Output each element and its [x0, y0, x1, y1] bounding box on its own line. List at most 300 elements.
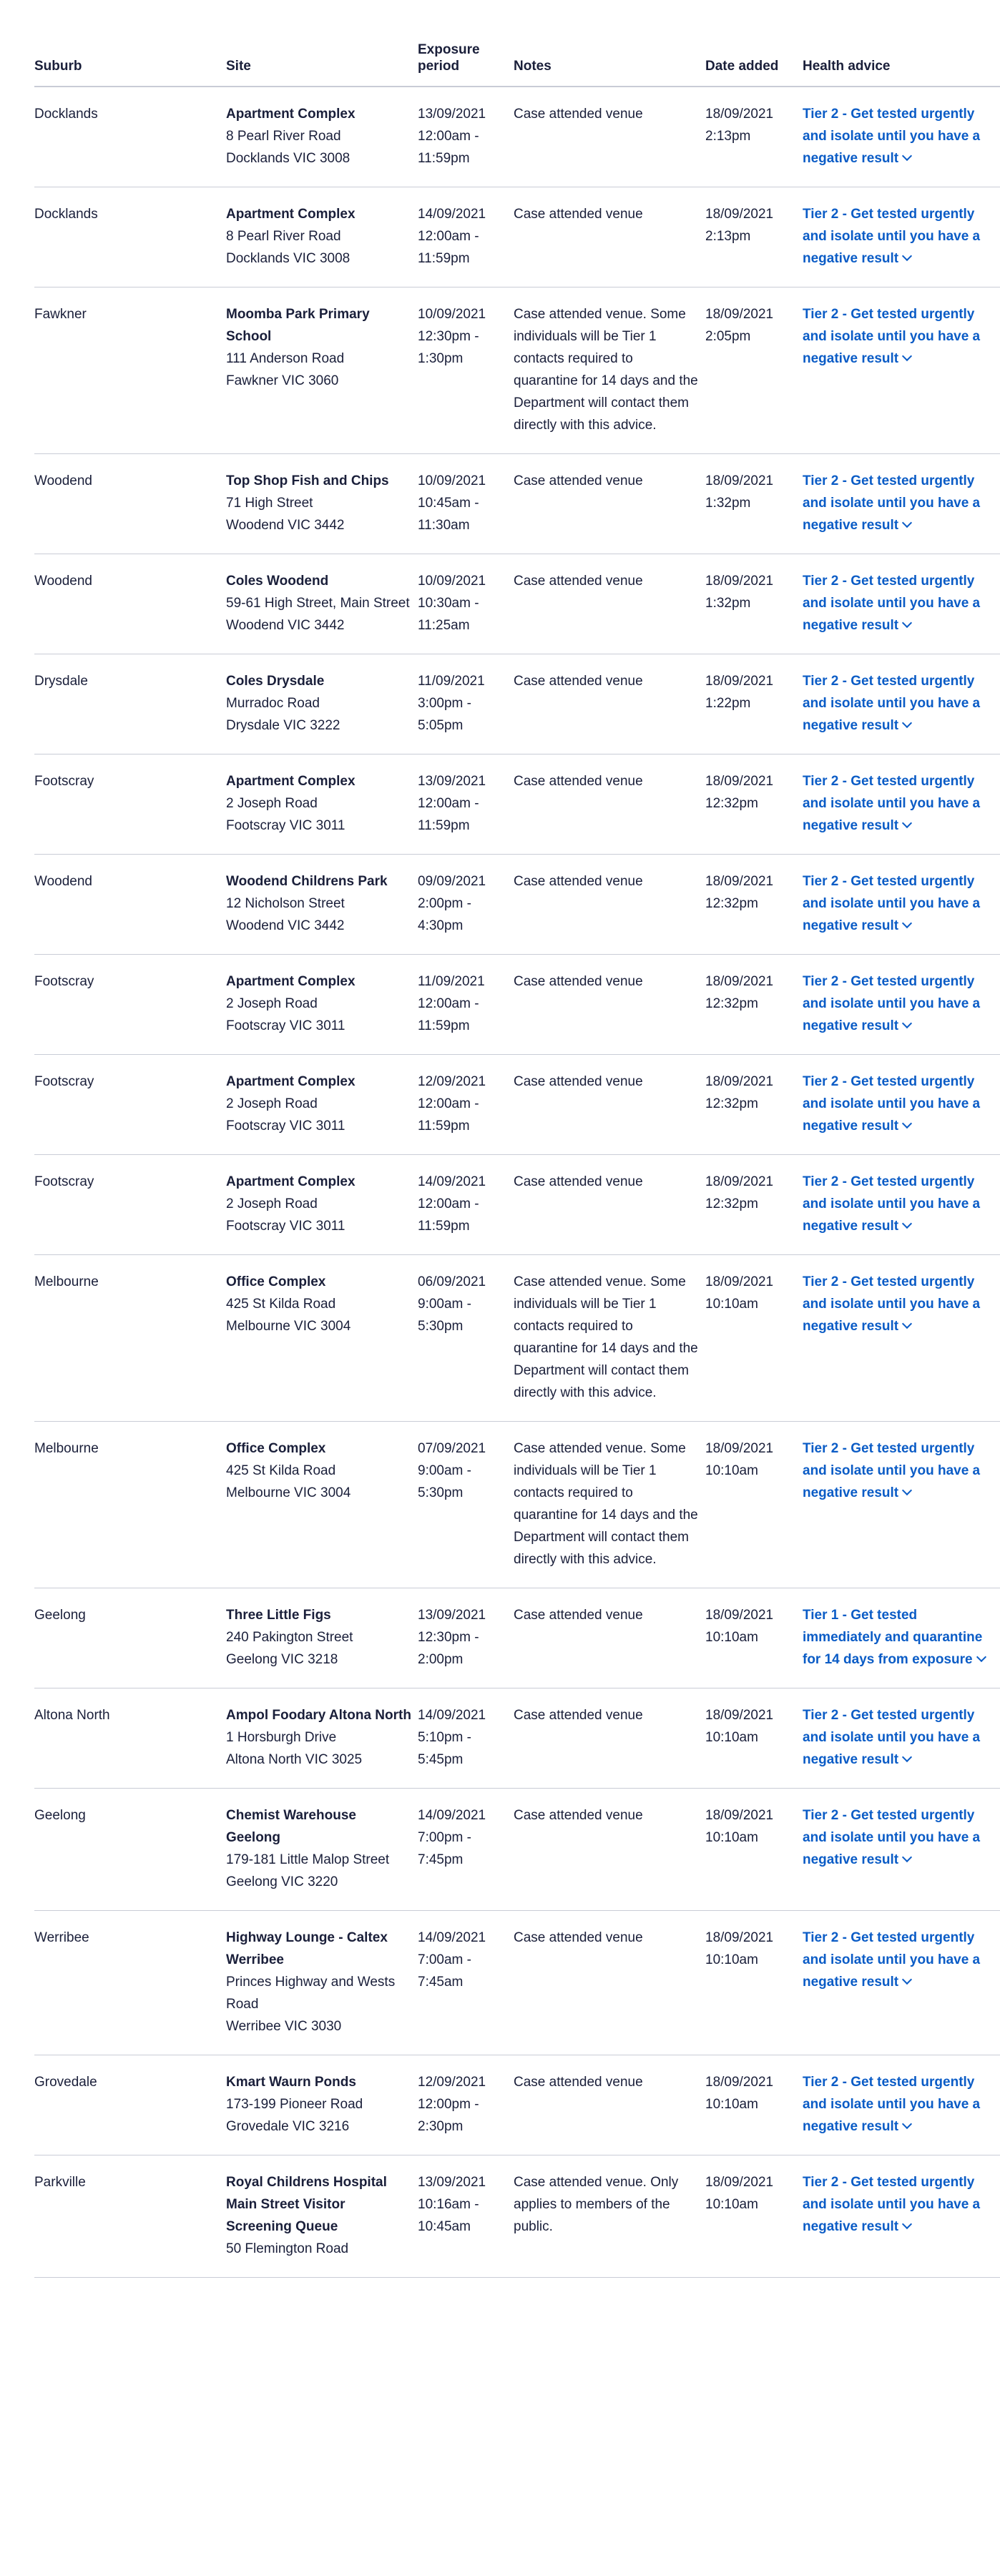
exposure-period-line: 11:59pm — [418, 1018, 470, 1033]
exposure-period-line: 11:59pm — [418, 818, 470, 833]
site-cell — [226, 955, 418, 1055]
exposure-period-line: 9:00am - — [418, 1463, 471, 1478]
suburb-cell: Woodend — [34, 855, 226, 955]
header-health-advice: Health advice — [803, 29, 1000, 87]
exposure-period-line: 12:30pm - — [418, 329, 479, 344]
exposure-period-cell — [418, 1055, 514, 1155]
site-address-line: Geelong VIC 3220 — [226, 1874, 338, 1889]
site-name: Woodend Childrens Park — [226, 874, 388, 889]
date-added-line: 10:10am — [705, 1730, 758, 1745]
notes-cell: Case attended venue — [514, 1155, 705, 1255]
exposure-period-line: 14/09/2021 — [418, 1808, 486, 1823]
exposure-period-line: 12:00am - — [418, 1096, 479, 1111]
notes-cell: Case attended venue — [514, 187, 705, 287]
date-added-cell — [705, 654, 803, 754]
health-advice-cell — [803, 454, 1000, 554]
table-row — [34, 1911, 1000, 2055]
date-added-line: 18/09/2021 — [705, 1930, 774, 1945]
chevron-down-icon[interactable] — [902, 1219, 912, 1229]
site-cell — [226, 1911, 418, 2055]
site-name: Chemist Warehouse Geelong — [226, 1808, 356, 1845]
date-added-line: 18/09/2021 — [705, 1274, 774, 1289]
suburb-cell: Footscray — [34, 1055, 226, 1155]
header-notes: Notes — [514, 29, 705, 87]
site-address-line: 111 Anderson Road — [226, 351, 345, 366]
notes-cell: Case attended venue — [514, 1055, 705, 1155]
site-address-line: Drysdale VIC 3222 — [226, 718, 340, 733]
site-address-line: Docklands VIC 3008 — [226, 151, 351, 166]
date-added-cell — [705, 454, 803, 554]
health-advice-toggle[interactable] — [803, 1441, 980, 1500]
suburb-cell: Grovedale — [34, 2055, 226, 2155]
chevron-down-icon[interactable] — [902, 1018, 912, 1028]
site-cell — [226, 1422, 418, 1588]
site-cell — [226, 1789, 418, 1911]
date-added-cell — [705, 1255, 803, 1422]
exposure-period-line: 14/09/2021 — [418, 207, 486, 222]
health-advice-text: Tier 2 - Get tested urgently and isolate until you have a negative result — [803, 574, 981, 633]
site-cell — [226, 1255, 418, 1422]
suburb-cell: Drysdale — [34, 654, 226, 754]
chevron-down-icon[interactable] — [902, 2119, 912, 2129]
site-address-line: 8 Pearl River Road — [226, 129, 341, 144]
health-advice-toggle[interactable] — [803, 1808, 980, 1867]
health-advice-toggle[interactable] — [803, 674, 980, 733]
chevron-down-icon[interactable] — [902, 151, 912, 161]
chevron-down-icon[interactable] — [902, 1752, 912, 1762]
site-address-line: 179-181 Little Malop Street — [226, 1852, 390, 1867]
site-address-line: 71 High Street — [226, 496, 313, 511]
date-added-cell — [705, 1055, 803, 1155]
chevron-down-icon[interactable] — [902, 1485, 912, 1495]
health-advice-toggle[interactable] — [803, 1708, 980, 1767]
suburb-cell: Footscray — [34, 955, 226, 1055]
suburb-cell: Parkville — [34, 2155, 226, 2278]
health-advice-cell — [803, 1422, 1000, 1588]
table-row — [34, 187, 1000, 287]
site-address-line: Footscray VIC 3011 — [226, 1119, 345, 1134]
site-cell — [226, 1155, 418, 1255]
site-address-line: Footscray VIC 3011 — [226, 1219, 345, 1234]
date-added-line: 18/09/2021 — [705, 674, 774, 689]
exposure-period-line: 9:00am - — [418, 1297, 471, 1312]
exposure-period-cell — [418, 187, 514, 287]
date-added-line: 2:05pm — [705, 329, 751, 344]
suburb-cell: Woodend — [34, 554, 226, 654]
health-advice-toggle[interactable] — [803, 473, 980, 533]
health-advice-toggle[interactable] — [803, 107, 980, 166]
site-address-line: 173-199 Pioneer Road — [226, 2097, 363, 2112]
site-cell — [226, 754, 418, 855]
health-advice-cell — [803, 1255, 1000, 1422]
health-advice-text: Tier 2 - Get tested urgently and isolate until you have a negative result — [803, 1808, 981, 1867]
notes-cell: Case attended venue. Some individuals will be Tier 1 contacts required to quarantine for 14 days and the Department will contact them directly with this advice. — [514, 1255, 705, 1422]
date-added-line: 18/09/2021 — [705, 107, 774, 122]
health-advice-text: Tier 2 - Get tested urgently and isolate until you have a negative result — [803, 1174, 981, 1234]
date-added-line: 18/09/2021 — [705, 1608, 774, 1623]
chevron-down-icon[interactable] — [902, 518, 912, 528]
site-address-line: Grovedale VIC 3216 — [226, 2119, 350, 2134]
table-row — [34, 754, 1000, 855]
health-advice-cell — [803, 87, 1000, 187]
exposure-period-line: 12:00pm - — [418, 2097, 479, 2112]
health-advice-toggle[interactable] — [803, 2175, 980, 2234]
exposure-period-cell — [418, 1911, 514, 2055]
exposure-period-line: 7:00pm - — [418, 1830, 471, 1845]
exposure-period-line: 12/09/2021 — [418, 1074, 486, 1089]
exposure-period-line: 14/09/2021 — [418, 1174, 486, 1189]
health-advice-toggle[interactable] — [803, 207, 980, 266]
exposure-period-line: 12:00am - — [418, 129, 479, 144]
health-advice-text: Tier 2 - Get tested urgently and isolate until you have a negative result — [803, 107, 981, 166]
date-added-line: 12:32pm — [705, 1196, 758, 1211]
site-address-line: 59-61 High Street, Main Street — [226, 596, 410, 611]
header-exposure-period: Exposure period — [418, 29, 514, 87]
health-advice-cell — [803, 1911, 1000, 2055]
site-name: Office Complex — [226, 1441, 326, 1456]
chevron-down-icon[interactable] — [902, 1119, 912, 1129]
exposure-period-line: 7:45am — [418, 1975, 464, 1990]
date-added-line: 18/09/2021 — [705, 307, 774, 322]
notes-cell: Case attended venue. Only applies to members of the public. — [514, 2155, 705, 2278]
date-added-line: 18/09/2021 — [705, 473, 774, 488]
date-added-cell — [705, 1688, 803, 1789]
site-cell — [226, 454, 418, 554]
exposure-period-line: 5:30pm — [418, 1485, 464, 1500]
table-row — [34, 1255, 1000, 1422]
health-advice-cell — [803, 654, 1000, 754]
chevron-down-icon[interactable] — [902, 718, 912, 728]
health-advice-cell — [803, 287, 1000, 454]
notes-cell: Case attended venue — [514, 454, 705, 554]
suburb-cell: Docklands — [34, 187, 226, 287]
exposure-period-cell — [418, 1789, 514, 1911]
chevron-down-icon[interactable] — [902, 1319, 912, 1329]
health-advice-text: Tier 2 - Get tested urgently and isolate until you have a negative result — [803, 974, 981, 1033]
header-date-added: Date added — [705, 29, 803, 87]
date-added-cell — [705, 87, 803, 187]
chevron-down-icon[interactable] — [902, 2219, 912, 2229]
health-advice-text: Tier 2 - Get tested urgently and isolate until you have a negative result — [803, 1274, 981, 1334]
date-added-line: 18/09/2021 — [705, 1174, 774, 1189]
site-name: Highway Lounge - Caltex Werribee — [226, 1930, 388, 1967]
exposure-period-line: 09/09/2021 — [418, 874, 486, 889]
exposure-period-line: 13/09/2021 — [418, 2175, 486, 2190]
site-address-line: 12 Nicholson Street — [226, 896, 345, 911]
exposure-period-cell — [418, 287, 514, 454]
exposure-period-line: 10:30am - — [418, 596, 479, 611]
health-advice-text: Tier 2 - Get tested urgently and isolate until you have a negative result — [803, 674, 981, 733]
date-added-line: 18/09/2021 — [705, 1074, 774, 1089]
health-advice-cell — [803, 2055, 1000, 2155]
health-advice-toggle[interactable] — [803, 574, 980, 633]
site-name: Apartment Complex — [226, 1174, 356, 1189]
exposure-period-cell — [418, 955, 514, 1055]
health-advice-text: Tier 2 - Get tested urgently and isolate until you have a negative result — [803, 1930, 981, 1990]
date-added-cell — [705, 2155, 803, 2278]
date-added-line: 10:10am — [705, 2197, 758, 2212]
exposure-period-line: 12:00am - — [418, 796, 479, 811]
table-header — [34, 29, 1000, 87]
date-added-line: 12:32pm — [705, 996, 758, 1011]
notes-cell: Case attended venue — [514, 2055, 705, 2155]
site-name: Apartment Complex — [226, 1074, 356, 1089]
health-advice-toggle[interactable] — [803, 1074, 980, 1134]
site-address-line: 2 Joseph Road — [226, 796, 318, 811]
notes-cell: Case attended venue — [514, 955, 705, 1055]
exposure-period-line: 14/09/2021 — [418, 1930, 486, 1945]
health-advice-text: Tier 2 - Get tested urgently and isolate until you have a negative result — [803, 1441, 981, 1500]
date-added-line: 10:10am — [705, 1952, 758, 1967]
site-cell — [226, 187, 418, 287]
exposure-period-line: 4:30pm — [418, 918, 464, 933]
site-address-line: Woodend VIC 3442 — [226, 618, 345, 633]
notes-cell: Case attended venue — [514, 1588, 705, 1688]
exposure-period-line: 11:59pm — [418, 1119, 470, 1134]
health-advice-text: Tier 1 - Get tested immediately and quarantine for 14 days from exposure — [803, 1608, 983, 1667]
health-advice-text: Tier 2 - Get tested urgently and isolate until you have a negative result — [803, 2075, 981, 2134]
date-added-cell — [705, 287, 803, 454]
date-added-cell — [705, 1422, 803, 1588]
table-row — [34, 2155, 1000, 2278]
date-added-cell — [705, 955, 803, 1055]
site-address-line: 1 Horsburgh Drive — [226, 1730, 337, 1745]
exposure-period-line: 2:00pm - — [418, 896, 471, 911]
suburb-cell: Footscray — [34, 754, 226, 855]
health-advice-text: Tier 2 - Get tested urgently and isolate until you have a negative result — [803, 1074, 981, 1134]
site-address-line: 425 St Kilda Road — [226, 1297, 336, 1312]
site-address-line: Princes Highway and Wests Road — [226, 1975, 396, 2012]
site-address-line: Melbourne VIC 3004 — [226, 1319, 351, 1334]
suburb-cell: Geelong — [34, 1588, 226, 1688]
exposure-period-line: 11/09/2021 — [418, 674, 485, 689]
chevron-down-icon[interactable] — [902, 1975, 912, 1985]
table-row — [34, 1055, 1000, 1155]
site-address-line: 2 Joseph Road — [226, 1196, 318, 1211]
health-advice-cell — [803, 1155, 1000, 1255]
date-added-line: 18/09/2021 — [705, 1441, 774, 1456]
notes-cell: Case attended venue — [514, 1688, 705, 1789]
health-advice-cell — [803, 1588, 1000, 1688]
notes-cell: Case attended venue — [514, 1789, 705, 1911]
exposure-period-line: 11:59pm — [418, 251, 470, 266]
exposure-period-line: 2:00pm — [418, 1652, 464, 1667]
date-added-line: 2:13pm — [705, 229, 751, 244]
date-added-line: 18/09/2021 — [705, 574, 774, 589]
site-address-line: Footscray VIC 3011 — [226, 818, 345, 833]
exposure-period-cell — [418, 2155, 514, 2278]
header-suburb: Suburb — [34, 29, 226, 87]
site-address-line: 8 Pearl River Road — [226, 229, 341, 244]
header-site: Site — [226, 29, 418, 87]
exposure-period-line: 12:00am - — [418, 996, 479, 1011]
chevron-down-icon[interactable] — [976, 1652, 986, 1662]
date-added-cell — [705, 1911, 803, 2055]
health-advice-text: Tier 2 - Get tested urgently and isolate until you have a negative result — [803, 307, 981, 366]
date-added-line: 1:22pm — [705, 696, 751, 711]
site-address-line: Werribee VIC 3030 — [226, 2019, 342, 2034]
date-added-cell — [705, 1789, 803, 1911]
exposure-period-line: 11:30am — [418, 518, 470, 533]
date-added-line: 10:10am — [705, 2097, 758, 2112]
chevron-down-icon[interactable] — [902, 918, 912, 928]
notes-cell: Case attended venue — [514, 855, 705, 955]
site-address-line: Docklands VIC 3008 — [226, 251, 351, 266]
site-address-line: Altona North VIC 3025 — [226, 1752, 363, 1767]
site-name: Ampol Foodary Altona North — [226, 1708, 411, 1723]
health-advice-toggle[interactable] — [803, 774, 980, 833]
exposure-period-cell — [418, 1155, 514, 1255]
health-advice-toggle[interactable] — [803, 1174, 980, 1234]
date-added-line: 12:32pm — [705, 896, 758, 911]
site-address-line: Murradoc Road — [226, 696, 320, 711]
exposure-period-line: 12:30pm - — [418, 1630, 479, 1645]
suburb-cell: Geelong — [34, 1789, 226, 1911]
site-address-line: Woodend VIC 3442 — [226, 518, 345, 533]
site-address-line: 240 Pakington Street — [226, 1630, 353, 1645]
exposure-period-line: 11/09/2021 — [418, 974, 485, 989]
notes-cell: Case attended venue — [514, 754, 705, 855]
site-address-line: 2 Joseph Road — [226, 1096, 318, 1111]
exposure-period-cell — [418, 2055, 514, 2155]
chevron-down-icon[interactable] — [902, 1852, 912, 1862]
site-address-line: 2 Joseph Road — [226, 996, 318, 1011]
site-address-line: 50 Flemington Road — [226, 2241, 349, 2256]
site-name: Top Shop Fish and Chips — [226, 473, 389, 488]
exposure-period-cell — [418, 1588, 514, 1688]
health-advice-text: Tier 2 - Get tested urgently and isolate until you have a negative result — [803, 774, 981, 833]
table-row — [34, 1422, 1000, 1588]
site-name: Apartment Complex — [226, 207, 356, 222]
site-name: Kmart Waurn Ponds — [226, 2075, 356, 2090]
date-added-line: 18/09/2021 — [705, 774, 774, 789]
exposure-period-line: 11:59pm — [418, 1219, 470, 1234]
site-cell — [226, 1688, 418, 1789]
exposure-period-line: 2:30pm — [418, 2119, 464, 2134]
site-name: Apartment Complex — [226, 974, 356, 989]
date-added-cell — [705, 187, 803, 287]
date-added-line: 12:32pm — [705, 1096, 758, 1111]
site-name: Apartment Complex — [226, 107, 356, 122]
health-advice-cell — [803, 2155, 1000, 2278]
notes-cell: Case attended venue. Some individuals will be Tier 1 contacts required to quarantine for 14 days and the Department will contact them directly with this advice. — [514, 1422, 705, 1588]
exposure-period-line: 12:00am - — [418, 1196, 479, 1211]
date-added-line: 10:10am — [705, 1463, 758, 1478]
exposure-period-line: 11:59pm — [418, 151, 470, 166]
table-row — [34, 87, 1000, 187]
site-cell — [226, 87, 418, 187]
notes-cell: Case attended venue. Some individuals will be Tier 1 contacts required to quarantine for 14 days and the Department will contact them directly with this advice. — [514, 287, 705, 454]
health-advice-cell — [803, 955, 1000, 1055]
exposure-period-line: 14/09/2021 — [418, 1708, 486, 1723]
table-row — [34, 855, 1000, 955]
date-added-line: 18/09/2021 — [705, 207, 774, 222]
exposure-period-line: 5:05pm — [418, 718, 464, 733]
site-cell — [226, 654, 418, 754]
site-cell — [226, 1588, 418, 1688]
exposure-period-line: 10:45am - — [418, 496, 479, 511]
table-row — [34, 1588, 1000, 1688]
exposure-period-line: 5:45pm — [418, 1752, 464, 1767]
chevron-down-icon[interactable] — [902, 351, 912, 361]
site-address-line: Fawkner VIC 3060 — [226, 373, 339, 388]
suburb-cell: Melbourne — [34, 1422, 226, 1588]
health-advice-cell — [803, 554, 1000, 654]
health-advice-toggle[interactable] — [803, 874, 980, 933]
chevron-down-icon[interactable] — [902, 818, 912, 828]
site-address-line: 425 St Kilda Road — [226, 1463, 336, 1478]
exposure-period-cell — [418, 855, 514, 955]
chevron-down-icon[interactable] — [902, 618, 912, 628]
site-name: Moomba Park Primary School — [226, 307, 370, 344]
chevron-down-icon[interactable] — [902, 251, 912, 261]
site-cell — [226, 1055, 418, 1155]
health-advice-toggle[interactable] — [803, 1930, 980, 1990]
site-address-line: Geelong VIC 3218 — [226, 1652, 338, 1667]
site-name: Coles Woodend — [226, 574, 329, 589]
date-added-line: 10:10am — [705, 1630, 758, 1645]
site-name: Coles Drysdale — [226, 674, 325, 689]
table-row — [34, 955, 1000, 1055]
date-added-line: 1:32pm — [705, 596, 751, 611]
exposure-period-line: 06/09/2021 — [418, 1274, 486, 1289]
exposure-period-line: 11:25am — [418, 618, 470, 633]
table-row — [34, 2055, 1000, 2155]
health-advice-toggle[interactable] — [803, 1608, 985, 1667]
site-cell — [226, 287, 418, 454]
site-name: Office Complex — [226, 1274, 326, 1289]
header-row — [34, 29, 1000, 87]
exposure-period-cell — [418, 654, 514, 754]
health-advice-cell — [803, 855, 1000, 955]
health-advice-toggle[interactable] — [803, 974, 980, 1033]
exposure-period-line: 1:30pm — [418, 351, 464, 366]
date-added-line: 18/09/2021 — [705, 2075, 774, 2090]
suburb-cell: Fawkner — [34, 287, 226, 454]
health-advice-toggle[interactable] — [803, 1274, 980, 1334]
exposure-period-line: 5:30pm — [418, 1319, 464, 1334]
health-advice-cell — [803, 1688, 1000, 1789]
exposure-period-cell — [418, 754, 514, 855]
health-advice-text: Tier 2 - Get tested urgently and isolate until you have a negative result — [803, 874, 981, 933]
health-advice-toggle[interactable] — [803, 307, 980, 366]
health-advice-cell — [803, 1055, 1000, 1155]
health-advice-cell — [803, 1789, 1000, 1911]
exposure-period-line: 3:00pm - — [418, 696, 471, 711]
site-address-line: Woodend VIC 3442 — [226, 918, 345, 933]
health-advice-cell — [803, 187, 1000, 287]
health-advice-toggle[interactable] — [803, 2075, 980, 2134]
exposure-period-line: 5:10pm - — [418, 1730, 471, 1745]
date-added-line: 18/09/2021 — [705, 874, 774, 889]
exposure-period-cell — [418, 1688, 514, 1789]
suburb-cell: Altona North — [34, 1688, 226, 1789]
table-row — [34, 287, 1000, 454]
exposure-period-cell — [418, 87, 514, 187]
date-added-cell — [705, 754, 803, 855]
site-name: Three Little Figs — [226, 1608, 331, 1623]
health-advice-text: Tier 2 - Get tested urgently and isolate until you have a negative result — [803, 473, 981, 533]
exposure-period-line: 10/09/2021 — [418, 574, 486, 589]
date-added-line: 10:10am — [705, 1297, 758, 1312]
table-row — [34, 454, 1000, 554]
health-advice-text: Tier 2 - Get tested urgently and isolate until you have a negative result — [803, 207, 981, 266]
table-row — [34, 1155, 1000, 1255]
exposure-period-cell — [418, 1422, 514, 1588]
date-added-line: 1:32pm — [705, 496, 751, 511]
suburb-cell: Werribee — [34, 1911, 226, 2055]
exposure-period-line: 10/09/2021 — [418, 307, 486, 322]
